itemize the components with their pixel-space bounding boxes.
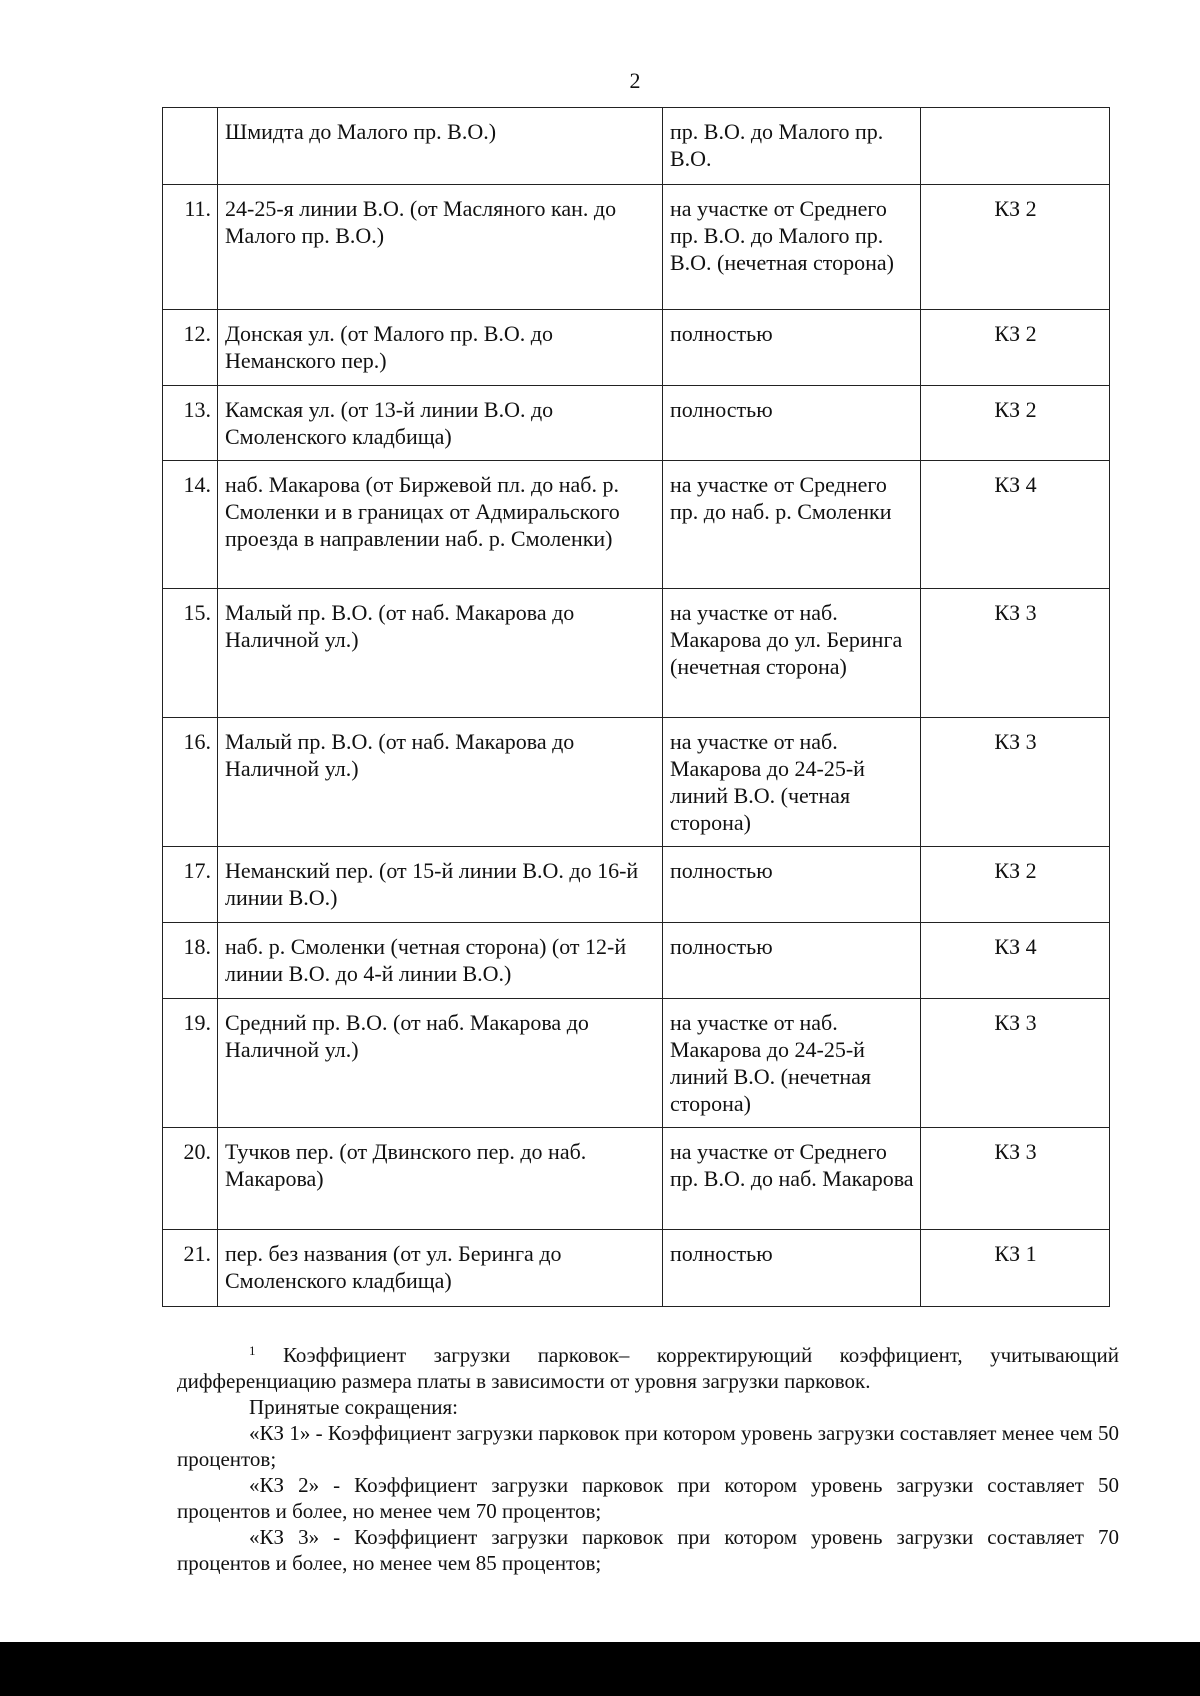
section-cell: полностью [663,386,921,461]
row-number: 11. [163,185,218,310]
abbreviation-kz3: «КЗ 3» - Коэффициент загрузки парковок при котором уровень загрузки составляет 70 процентов и более, но менее чем 85 процентов; [177,1525,1119,1575]
row-number: 17. [163,847,218,923]
load-coefficient-cell: КЗ 3 [921,1128,1110,1230]
load-coefficient-cell: КЗ 4 [921,923,1110,999]
row-number [163,108,218,185]
street-cell: Тучков пер. (от Двинского пер. до наб. Макарова) [218,1128,663,1230]
abbreviations-heading: Принятые сокращения: [249,1395,458,1419]
load-coefficient-cell: КЗ 3 [921,589,1110,718]
table-row [163,923,1110,999]
load-coefficient-cell: КЗ 4 [921,461,1110,589]
scan-bottom-border [0,1642,1200,1696]
load-coefficient-cell: КЗ 2 [921,847,1110,923]
footnote-marker: 1 [249,1343,256,1358]
row-number: 19. [163,999,218,1128]
section-cell: на участке от Среднего пр. В.О. до наб. Макарова [663,1128,921,1230]
load-coefficient-cell: КЗ 2 [921,386,1110,461]
street-cell: наб. р. Смоленки (четная сторона) (от 12-й линии В.О. до 4-й линии В.О.) [218,923,663,999]
load-coefficient-cell: КЗ 2 [921,185,1110,310]
street-cell: наб. Макарова (от Биржевой пл. до наб. р. Смоленки и в границах от Адмиральского проезда в направлении наб. р. Смоленки) [218,461,663,589]
table-row [163,589,1110,718]
street-cell: Донская ул. (от Малого пр. В.О. до Неманского пер.) [218,310,663,386]
row-number: 18. [163,923,218,999]
street-cell: Малый пр. В.О. (от наб. Макарова до Наличной ул.) [218,718,663,847]
load-coefficient-cell [921,108,1110,185]
section-cell: на участке от наб. Макарова до ул. Беринга (нечетная сторона) [663,589,921,718]
section-cell: на участке от наб. Макарова до 24-25-й линий В.О. (четная сторона) [663,718,921,847]
table-row [163,1230,1110,1307]
table-row [163,847,1110,923]
section-cell: полностью [663,847,921,923]
table-row [163,1128,1110,1230]
row-number: 16. [163,718,218,847]
street-cell: пер. без названия (от ул. Беринга до Смоленского кладбища) [218,1230,663,1307]
street-cell: Средний пр. В.О. (от наб. Макарова до Наличной ул.) [218,999,663,1128]
section-cell: на участке от Среднего пр. до наб. р. Смоленки [663,461,921,589]
row-number: 13. [163,386,218,461]
section-cell: пр. В.О. до Малого пр. В.О. [663,108,921,185]
footnotes [177,1342,1119,1576]
page-number: 2 [629,68,641,93]
table-row [163,108,1110,185]
table-row [163,461,1110,589]
row-number: 14. [163,461,218,589]
load-coefficient-cell: КЗ 1 [921,1230,1110,1307]
table-row [163,999,1110,1128]
street-cell: Малый пр. В.О. (от наб. Макарова до Наличной ул.) [218,589,663,718]
row-number: 21. [163,1230,218,1307]
load-coefficient-cell: КЗ 3 [921,718,1110,847]
section-cell: полностью [663,310,921,386]
section-cell: полностью [663,1230,921,1307]
footnote-definition-text: Коэффициент загрузки парковок– корректирующий коэффициент, учитывающий дифференциацию размера платы в зависимости от уровня загрузки парковок. [177,1343,1120,1393]
section-cell: полностью [663,923,921,999]
row-number: 15. [163,589,218,718]
abbreviation-kz1: «КЗ 1» - Коэффициент загрузки парковок при котором уровень загрузки составляет менее чем 50 процентов; [177,1421,1119,1471]
load-coefficient-cell: КЗ 3 [921,999,1110,1128]
load-coefficient-cell: КЗ 2 [921,310,1110,386]
row-number: 12. [163,310,218,386]
section-cell: на участке от Среднего пр. В.О. до Малого пр. В.О. (нечетная сторона) [663,185,921,310]
street-cell: Шмидта до Малого пр. В.О.) [218,108,663,185]
section-cell: на участке от наб. Макарова до 24-25-й линий В.О. (нечетная сторона) [663,999,921,1128]
table-row [163,185,1110,310]
table-row [163,386,1110,461]
street-cell: Неманский пер. (от 15-й линии В.О. до 16-й линии В.О.) [218,847,663,923]
row-number: 20. [163,1128,218,1230]
footnote-definition [177,1342,1119,1394]
table-row [163,718,1110,847]
abbreviation-kz2: «КЗ 2» - Коэффициент загрузки парковок при котором уровень загрузки составляет 50 процентов и более, но менее чем 70 процентов; [177,1473,1119,1523]
parking-zones-table [162,107,1110,1307]
table-row [163,310,1110,386]
street-cell: 24-25-я линии В.О. (от Масляного кан. до Малого пр. В.О.) [218,185,663,310]
street-cell: Камская ул. (от 13-й линии В.О. до Смоленского кладбища) [218,386,663,461]
